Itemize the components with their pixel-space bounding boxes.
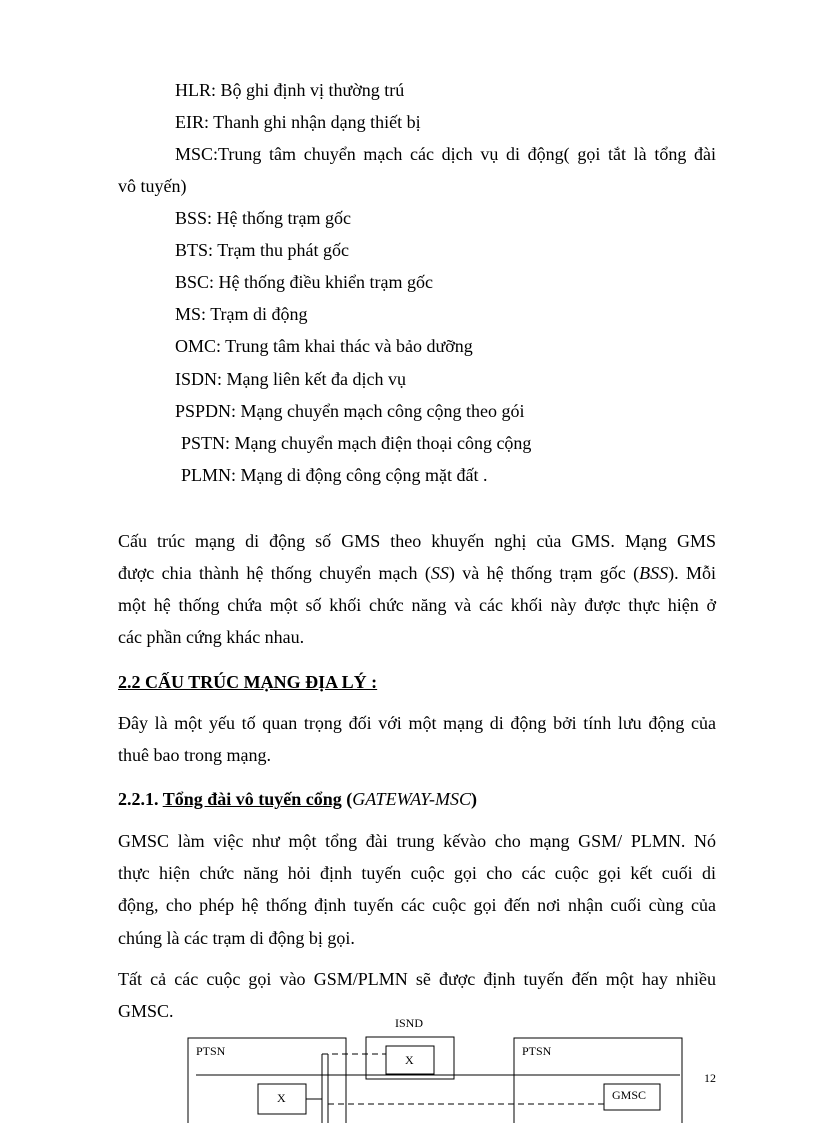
abbr-msc-line1: MSC:Trung tâm chuyển mạch các dịch vụ di động( gọi tắt là tổng đài xyxy=(175,144,716,164)
gmsc-label: GMSC xyxy=(612,1088,647,1102)
gmsc-para-line-1: GMSC làm việc như một tổng đài trung kếvào cho mạng GSM/ PLMN. Nó xyxy=(118,831,716,851)
intro-line-4: các phần cứng khác nhau. xyxy=(118,627,305,647)
abbr-plmn: PLMN: Mạng di động công cộng mặt đất . xyxy=(181,465,488,485)
subsection-heading: 2.2.1. Tổng đài vô tuyến cổng (GATEWAY-MSC) xyxy=(118,789,477,809)
section-heading: 2.2 CẤU TRÚC MẠNG ĐỊA LÝ : xyxy=(118,672,378,692)
gmsc-para-line-4: chúng là các trạm di động bị gọi. xyxy=(118,928,355,948)
abbr-bss: BSS: Hệ thống trạm gốc xyxy=(175,208,351,228)
abbr-msc-line2: vô tuyến) xyxy=(118,176,187,196)
abbr-pspdn: PSPDN: Mạng chuyển mạch công cộng theo gói xyxy=(175,401,525,421)
intro-line-3: một hệ thống chứa một số khối chức năng và các khối này được thực hiện ở xyxy=(118,595,716,615)
section-para-line-1: Đây là một yếu tố quan trọng đối với một mạng di động bởi tính lưu động của xyxy=(118,713,716,733)
abbr-omc: OMC: Trung tâm khai thác và bảo dưỡng xyxy=(175,336,473,356)
gmsc-para-line-3: động, cho phép hệ thống định tuyến các cuộc gọi đến nơi nhận cuối cùng của xyxy=(118,895,716,915)
intro-line-1: Cấu trúc mạng di động số GMS theo khuyến nghị của GMS. Mạng GMS xyxy=(118,531,716,551)
routing-para-line-2: GMSC. xyxy=(118,1001,174,1021)
abbr-bsc: BSC: Hệ thống điều khiển trạm gốc xyxy=(175,272,433,292)
abbr-bts: BTS: Trạm thu phát gốc xyxy=(175,240,350,260)
x-bottom-label: X xyxy=(277,1091,286,1105)
abbr-ms: MS: Trạm di động xyxy=(175,304,308,324)
abbr-hlr: HLR: Bộ ghi định vị thường trú xyxy=(175,80,405,100)
abbr-pstn: PSTN: Mạng chuyển mạch điện thoại công cộng xyxy=(181,433,532,453)
abbr-eir: EIR: Thanh ghi nhận dạng thiết bị xyxy=(175,112,421,132)
ptsn-left-label: PTSN xyxy=(196,1044,226,1058)
page-number: 12 xyxy=(704,1071,716,1085)
routing-para-line-1: Tất cả các cuộc gọi vào GSM/PLMN sẽ được định tuyến đến một hay nhiều xyxy=(118,969,716,989)
x-top-label: X xyxy=(405,1053,414,1067)
intro-line-2: được chia thành hệ thống chuyển mạch (SS) và hệ thống trạm gốc (BSS). Mỗi xyxy=(118,563,716,583)
gmsc-para-line-2: thực hiện chức năng hỏi định tuyến cuộc gọi cho các cuộc gọi kết cuối di xyxy=(118,863,716,883)
isnd-label: ISND xyxy=(395,1016,424,1030)
abbr-isdn: ISDN: Mạng liên kết đa dịch vụ xyxy=(175,369,406,389)
ptsn-right-label: PTSN xyxy=(522,1044,552,1058)
section-para-line-2: thuê bao trong mạng. xyxy=(118,745,271,765)
